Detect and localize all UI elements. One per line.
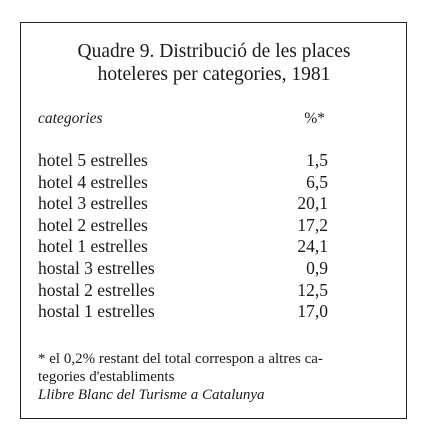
row-category: hotel 3 estrelles xyxy=(38,193,148,214)
row-category: hotel 4 estrelles xyxy=(38,171,148,192)
row-value: 6,5 xyxy=(306,171,328,192)
table-body xyxy=(38,150,328,323)
table-row xyxy=(38,150,328,172)
row-value: 24,1 xyxy=(297,236,328,257)
row-category: hostal 2 estrelles xyxy=(38,279,155,300)
table-row xyxy=(38,258,328,280)
footnote-line-2: tegories d'establiments xyxy=(38,369,175,385)
row-value: 20,1 xyxy=(297,193,328,214)
row-value: 17,0 xyxy=(297,301,328,322)
row-category: hotel 5 estrelles xyxy=(38,150,148,170)
table-row xyxy=(38,280,328,302)
footnote-line-1: * el 0,2% restant del total correspon a altres ca- xyxy=(38,351,323,367)
table-footnote xyxy=(38,350,390,404)
table-row xyxy=(38,172,328,194)
table-row xyxy=(38,193,328,215)
row-value: 0,9 xyxy=(306,257,328,278)
table-row xyxy=(38,236,328,258)
title-line-1: Quadre 9. Distribució de les places xyxy=(77,41,351,62)
table-row xyxy=(38,301,328,323)
row-value: 1,5 xyxy=(306,150,328,170)
column-header-category: categories xyxy=(38,110,103,127)
source-citation: Llibre Blanc del Turisme a Catalunya xyxy=(38,387,265,403)
table-row xyxy=(38,215,328,237)
column-header-percent: %* xyxy=(304,110,325,127)
title-line-2: hoteleres per categories, 1981 xyxy=(97,64,331,85)
row-category: hotel 1 estrelles xyxy=(38,236,148,257)
row-category: hostal 1 estrelles xyxy=(38,301,155,322)
row-value: 12,5 xyxy=(297,279,328,300)
row-category: hotel 2 estrelles xyxy=(38,214,148,235)
table-title xyxy=(0,40,428,86)
row-category: hostal 3 estrelles xyxy=(38,257,155,278)
row-value: 17,2 xyxy=(297,214,328,235)
